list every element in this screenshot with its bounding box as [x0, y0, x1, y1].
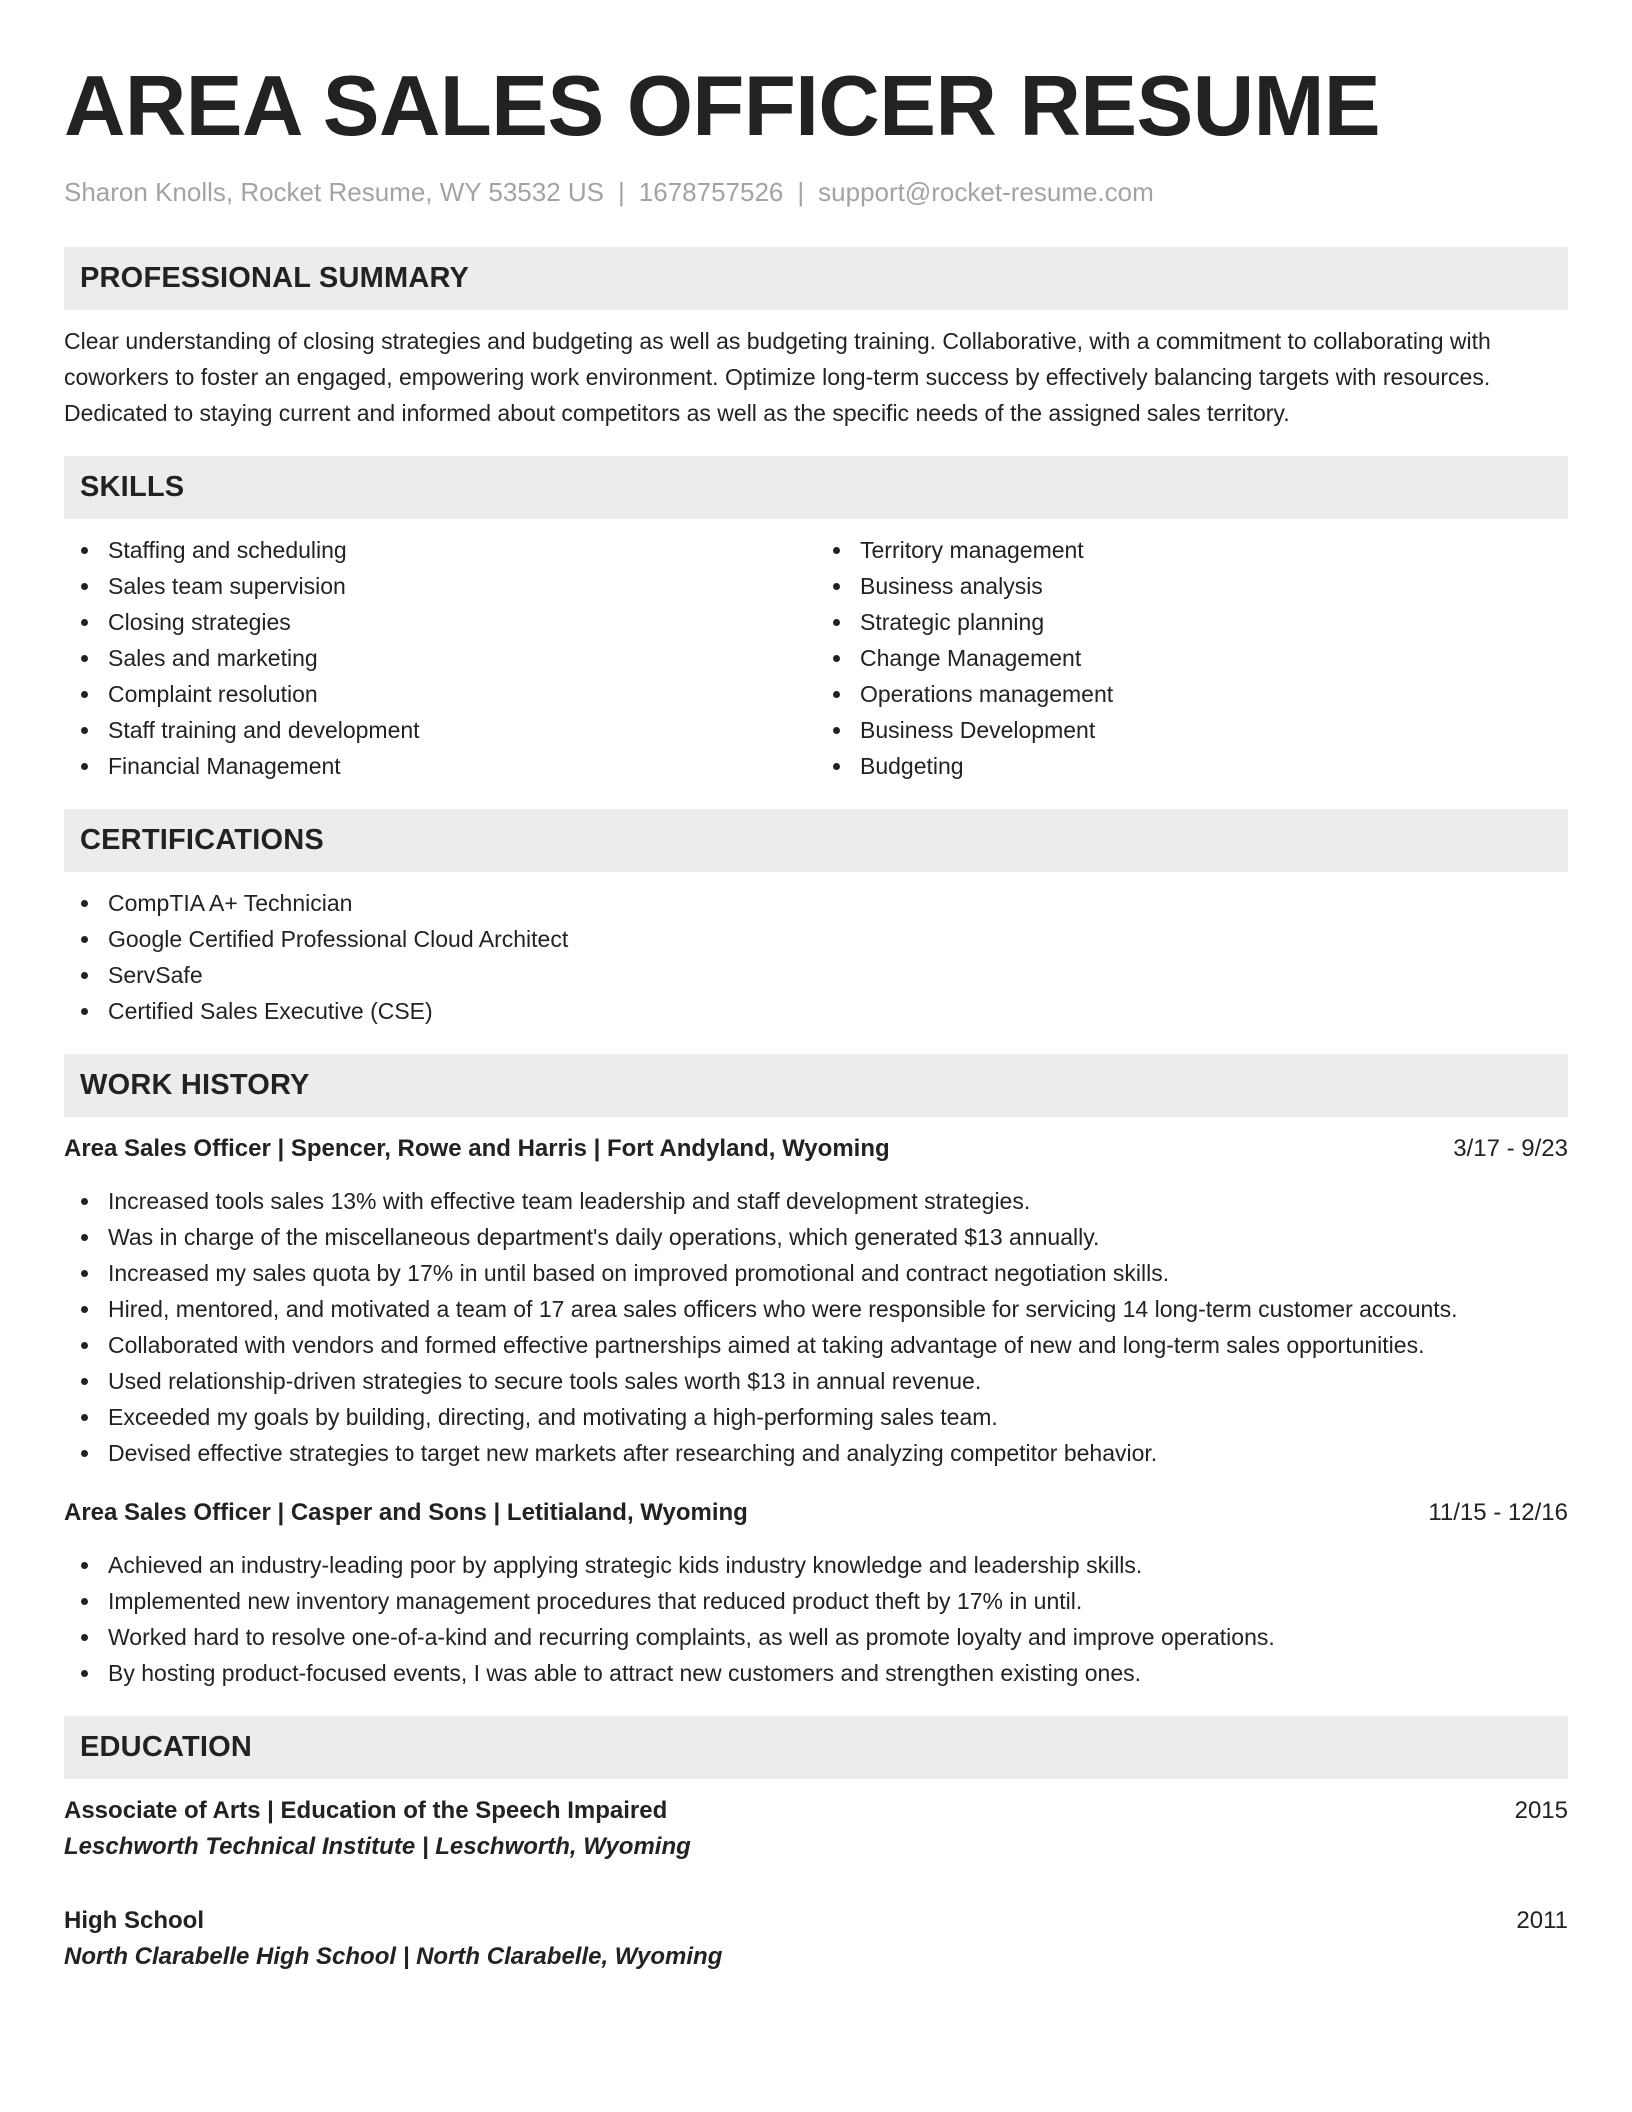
resume-title: AREA SALES OFFICER RESUME [64, 59, 1381, 154]
skill-item: Sales and marketing [64, 640, 816, 676]
skills-list [64, 532, 1568, 784]
certifications-heading: CERTIFICATIONS [64, 809, 1568, 872]
job-bullet: By hosting product-focused events, I was able to attract new customers and strengthen existing ones. [64, 1655, 1568, 1691]
skill-item: Business Development [816, 712, 1568, 748]
job-dates: 3/17 - 9/23 [1453, 1135, 1568, 1162]
job-title: Area Sales Officer | Casper and Sons | Letitialand, Wyoming [64, 1499, 748, 1526]
job-bullet: Increased tools sales 13% with effective team leadership and staff development strategies. [64, 1183, 1568, 1219]
skill-item: Sales team supervision [64, 568, 816, 604]
skill-item: Territory management [816, 532, 1568, 568]
summary-text: Clear understanding of closing strategies and budgeting as well as budgeting training. Collaborative, with a commitment to collaborating with coworkers to foster an engaged, empowering work environment. Optimize long-term success by effectively balancing targets with resources. Dedicated to staying current and informed about competitors as well as the specific needs of the assigned sales territory. [64, 328, 1491, 426]
education-entry [64, 1793, 1568, 1865]
contact-separator: | [797, 177, 805, 207]
contact-email: support@rocket-resume.com [818, 177, 1154, 207]
job-header [64, 1495, 1568, 1531]
job-bullet: Collaborated with vendors and formed effective partnerships aimed at taking advantage of new and long-term sales opportunities. [64, 1327, 1568, 1363]
skill-item: Strategic planning [816, 604, 1568, 640]
education-header [64, 1793, 1568, 1829]
job-bullets [64, 1547, 1568, 1691]
job-entry [64, 1131, 1568, 1471]
education-degree: High School [64, 1907, 204, 1934]
job-dates: 11/15 - 12/16 [1428, 1499, 1568, 1526]
education-year: 2015 [1514, 1797, 1568, 1824]
education-year: 2011 [1516, 1907, 1568, 1934]
job-title: Area Sales Officer | Spencer, Rowe and Harris | Fort Andyland, Wyoming [64, 1135, 890, 1162]
certification-item: Certified Sales Executive (CSE) [64, 993, 1568, 1029]
contact-address: Sharon Knolls, Rocket Resume, WY 53532 US [64, 177, 605, 207]
education-school: Leschworth Technical Institute | Leschworth, Wyoming [64, 1833, 691, 1860]
job-bullet: Increased my sales quota by 17% in until based on improved promotional and contract negotiation skills. [64, 1255, 1568, 1291]
job-bullet: Used relationship-driven strategies to secure tools sales worth $13 in annual revenue. [64, 1363, 1568, 1399]
education-school: North Clarabelle High School | North Clarabelle, Wyoming [64, 1943, 723, 1970]
job-bullets [64, 1183, 1568, 1471]
education-header [64, 1903, 1568, 1939]
education-entry [64, 1903, 1568, 1975]
skill-item: Staffing and scheduling [64, 532, 816, 568]
skill-item: Change Management [816, 640, 1568, 676]
skills-column-left [64, 532, 816, 784]
job-bullet: Implemented new inventory management procedures that reduced product theft by 17% in until. [64, 1583, 1568, 1619]
certification-item: CompTIA A+ Technician [64, 885, 1568, 921]
skill-item: Financial Management [64, 748, 816, 784]
summary-heading: PROFESSIONAL SUMMARY [64, 247, 1568, 310]
job-bullet: Worked hard to resolve one-of-a-kind and recurring complaints, as well as promote loyalty and improve operations. [64, 1619, 1568, 1655]
skills-column-right [816, 532, 1568, 784]
contact-phone: 1678757526 [638, 177, 784, 207]
education-heading: EDUCATION [64, 1716, 1568, 1779]
skill-item: Operations management [816, 676, 1568, 712]
certification-item: ServSafe [64, 957, 1568, 993]
skill-item: Business analysis [816, 568, 1568, 604]
contact-separator: | [618, 177, 625, 207]
skill-item: Closing strategies [64, 604, 816, 640]
work-history-heading: WORK HISTORY [64, 1054, 1568, 1117]
skill-item: Budgeting [816, 748, 1568, 784]
education-degree: Associate of Arts | Education of the Speech Impaired [64, 1797, 668, 1824]
job-bullet: Was in charge of the miscellaneous department's daily operations, which generated $13 annually. [64, 1219, 1568, 1255]
job-bullet: Achieved an industry-leading poor by applying strategic kids industry knowledge and leadership skills. [64, 1547, 1568, 1583]
certifications-list [64, 885, 1568, 1029]
job-bullet: Devised effective strategies to target new markets after researching and analyzing competitor behavior. [64, 1435, 1568, 1471]
job-entry [64, 1495, 1568, 1691]
contact-line [64, 177, 1568, 208]
skills-heading: SKILLS [64, 456, 1568, 519]
job-header [64, 1131, 1568, 1167]
job-bullet: Hired, mentored, and motivated a team of 17 area sales officers who were responsible for servicing 14 long-term customer accounts. [64, 1291, 1568, 1327]
job-bullet: Exceeded my goals by building, directing, and motivating a high-performing sales team. [64, 1399, 1568, 1435]
skill-item: Staff training and development [64, 712, 816, 748]
certification-item: Google Certified Professional Cloud Architect [64, 921, 1568, 957]
skill-item: Complaint resolution [64, 676, 816, 712]
